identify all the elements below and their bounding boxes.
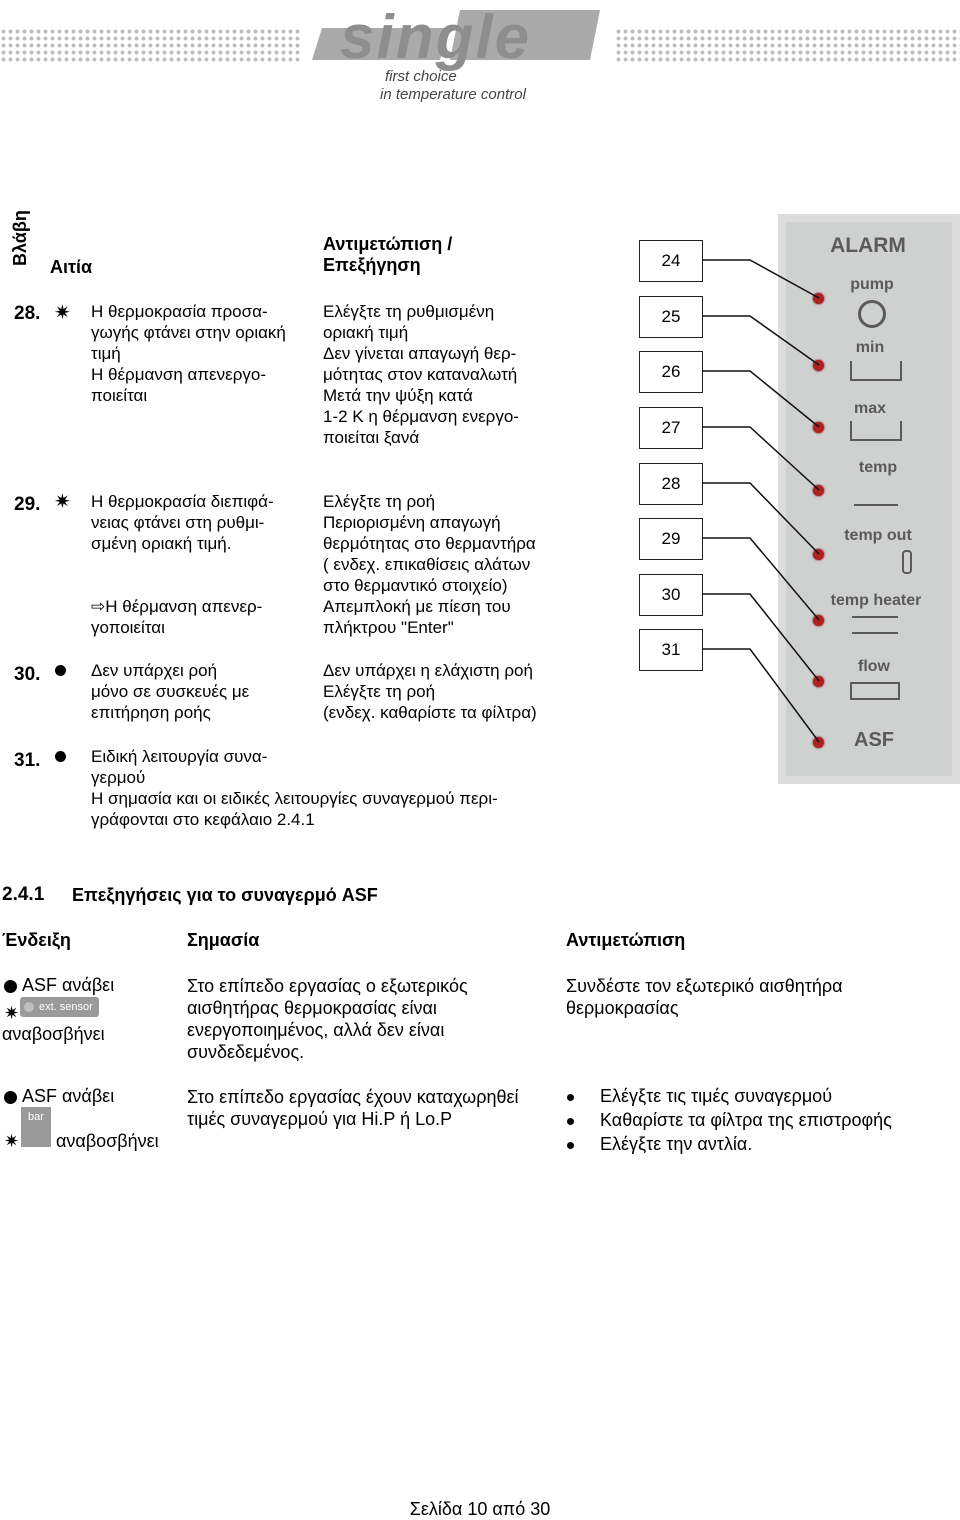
arrow-right-icon: ⇨ — [91, 597, 106, 616]
fault-number: 30. — [14, 664, 41, 685]
alarm-label-temp-out: temp out — [844, 527, 912, 544]
callout-number: 27 — [639, 407, 703, 449]
alarm-label-asf: ASF — [854, 729, 894, 751]
section-title: Επεξηγήσεις για το συναγερμό ASF — [72, 885, 378, 905]
asf-meaning: Στο επίπεδο εργασίας έχουν καταχωρηθεί τιμές συναγερμού για Hi.P ή Lo.P — [187, 1087, 519, 1129]
alarm-label-flow: flow — [858, 658, 890, 675]
asf-remedy: Συνδέστε τον εξωτερικό αισθητήρα θερμοκρασίας — [566, 976, 843, 1018]
ext-sensor-badge — [20, 997, 99, 1017]
lit-icon — [4, 1091, 17, 1104]
flashing-icon: ✷ — [54, 302, 71, 324]
alarm-label-pump: pump — [850, 276, 894, 293]
brand-tagline-1: first choice — [385, 68, 457, 85]
fault-number: 31. — [14, 750, 41, 771]
flashing-icon: ✷ — [4, 1131, 20, 1151]
asf-indication: ASF ανάβει — [22, 975, 115, 995]
asf-remedy-item: Ελέγξτε τις τιμές συναγερμού — [600, 1086, 833, 1106]
list-bullet — [567, 1094, 574, 1101]
alarm-label-min: min — [855, 339, 885, 356]
list-bullet — [567, 1118, 574, 1125]
asf-indication-flashing: αναβοσβήνει — [2, 1024, 105, 1044]
page-footer: Σελίδα 10 από 30 — [409, 1499, 551, 1519]
asf-remedy-item: Ελέγξτε την αντλία. — [600, 1134, 753, 1154]
fault-remedy: Η σημασία και οι ειδικές λειτουργίες συναγερμού περι- γράφονται στο κεφάλαιο 2.4.1 — [91, 789, 498, 829]
fault-cause: Η θερμοκρασία διεπιφά- νειας φτάνει στη ρυθμι- σμένη οριακή τιμή. — [91, 492, 274, 553]
lit-icon — [4, 980, 17, 993]
asf-header-remedy: Αντιμετώπιση — [566, 930, 686, 950]
header-cause: Αιτία — [50, 257, 93, 277]
asf-header-meaning: Σημασία — [187, 930, 260, 950]
alarm-label-temp-heater: temp heater — [830, 592, 922, 609]
callout-number: 26 — [639, 351, 703, 393]
callout-number: 24 — [639, 240, 703, 282]
bar-badge — [21, 1107, 51, 1147]
flashing-icon: ✷ — [4, 1003, 20, 1023]
callout-number: 31 — [639, 629, 703, 671]
fault-cause: Δεν υπάρχει ροή μόνο σε συσκευές με επιτήρηση ροής — [91, 661, 250, 722]
fault-number: 28. — [14, 303, 41, 324]
fault-cause: Ειδική λειτουργία συνα- γερμού — [91, 747, 268, 787]
fault-cause-consequence-text: Η θέρμανση απενερ- γοποιείται — [91, 597, 263, 637]
list-bullet — [567, 1142, 574, 1149]
asf-remedy-item: Καθαρίστε τα φίλτρα της επιστροφής — [600, 1110, 892, 1130]
fault-number: 29. — [14, 494, 41, 515]
asf-indication-flashing: αναβοσβήνει — [56, 1131, 159, 1151]
brand-wordmark: single — [340, 3, 532, 72]
alarm-label-temp: temp — [858, 459, 898, 476]
header-remedy: Αντιμετώπιση / Επεξήγηση — [323, 234, 453, 275]
asf-meaning: Στο επίπεδο εργασίας ο εξωτερικός αισθητήρας θερμοκρασίας είναι ενεργοποιημένος, αλλά δεν είναι συνδεδεμένος. — [187, 976, 468, 1062]
asf-indication: ASF ανάβει — [22, 1086, 115, 1106]
section-number: 2.4.1 — [2, 884, 45, 905]
fault-cause: Η θερμοκρασία προσα- γωγής φτάνει στην οριακή τιμή Η θέρμανση απενεργο- ποιείται — [91, 302, 286, 405]
callout-number: 29 — [639, 518, 703, 560]
ext-sensor-indicator-icon — [24, 1002, 34, 1012]
callout-number: 25 — [639, 296, 703, 338]
ext-sensor-badge-label: ext. sensor — [39, 1001, 93, 1013]
fault-remedy: Ελέγξτε τη ροή Περιορισμένη απαγωγή θερμότητας στο θερμαντήρα ( ενδεχ. επικαθίσεις αλάτων στο θερμαντικό στοιχείο) Απεμπλοκή με πίεση του πλήκτρου "Enter" — [323, 492, 536, 637]
asf-header-indication: Ένδειξη — [2, 930, 71, 950]
callout-number: 30 — [639, 574, 703, 616]
alarm-label-max: max — [853, 400, 887, 417]
callout-number: 28 — [639, 463, 703, 505]
brand-tagline-2: in temperature control — [380, 86, 526, 103]
alarm-panel-title: ALARM — [830, 234, 906, 257]
fault-remedy: Ελέγξτε τη ρυθμισμένη οριακή τιμή Δεν γίνεται απαγωγή θερ- μότητας στον καταναλωτή Μετά την ψύξη κατά 1-2 K η θέρμανση ενεργο- ποιείται ξανά — [323, 302, 519, 447]
flashing-icon: ✷ — [54, 491, 71, 513]
bar-badge-label: bar — [28, 1111, 44, 1123]
header-fault: Βλάβη — [10, 210, 30, 266]
fault-remedy: Δεν υπάρχει η ελάχιστη ροή Ελέγξτε τη ροή (ενδεχ. καθαρίστε τα φίλτρα) — [323, 661, 537, 722]
